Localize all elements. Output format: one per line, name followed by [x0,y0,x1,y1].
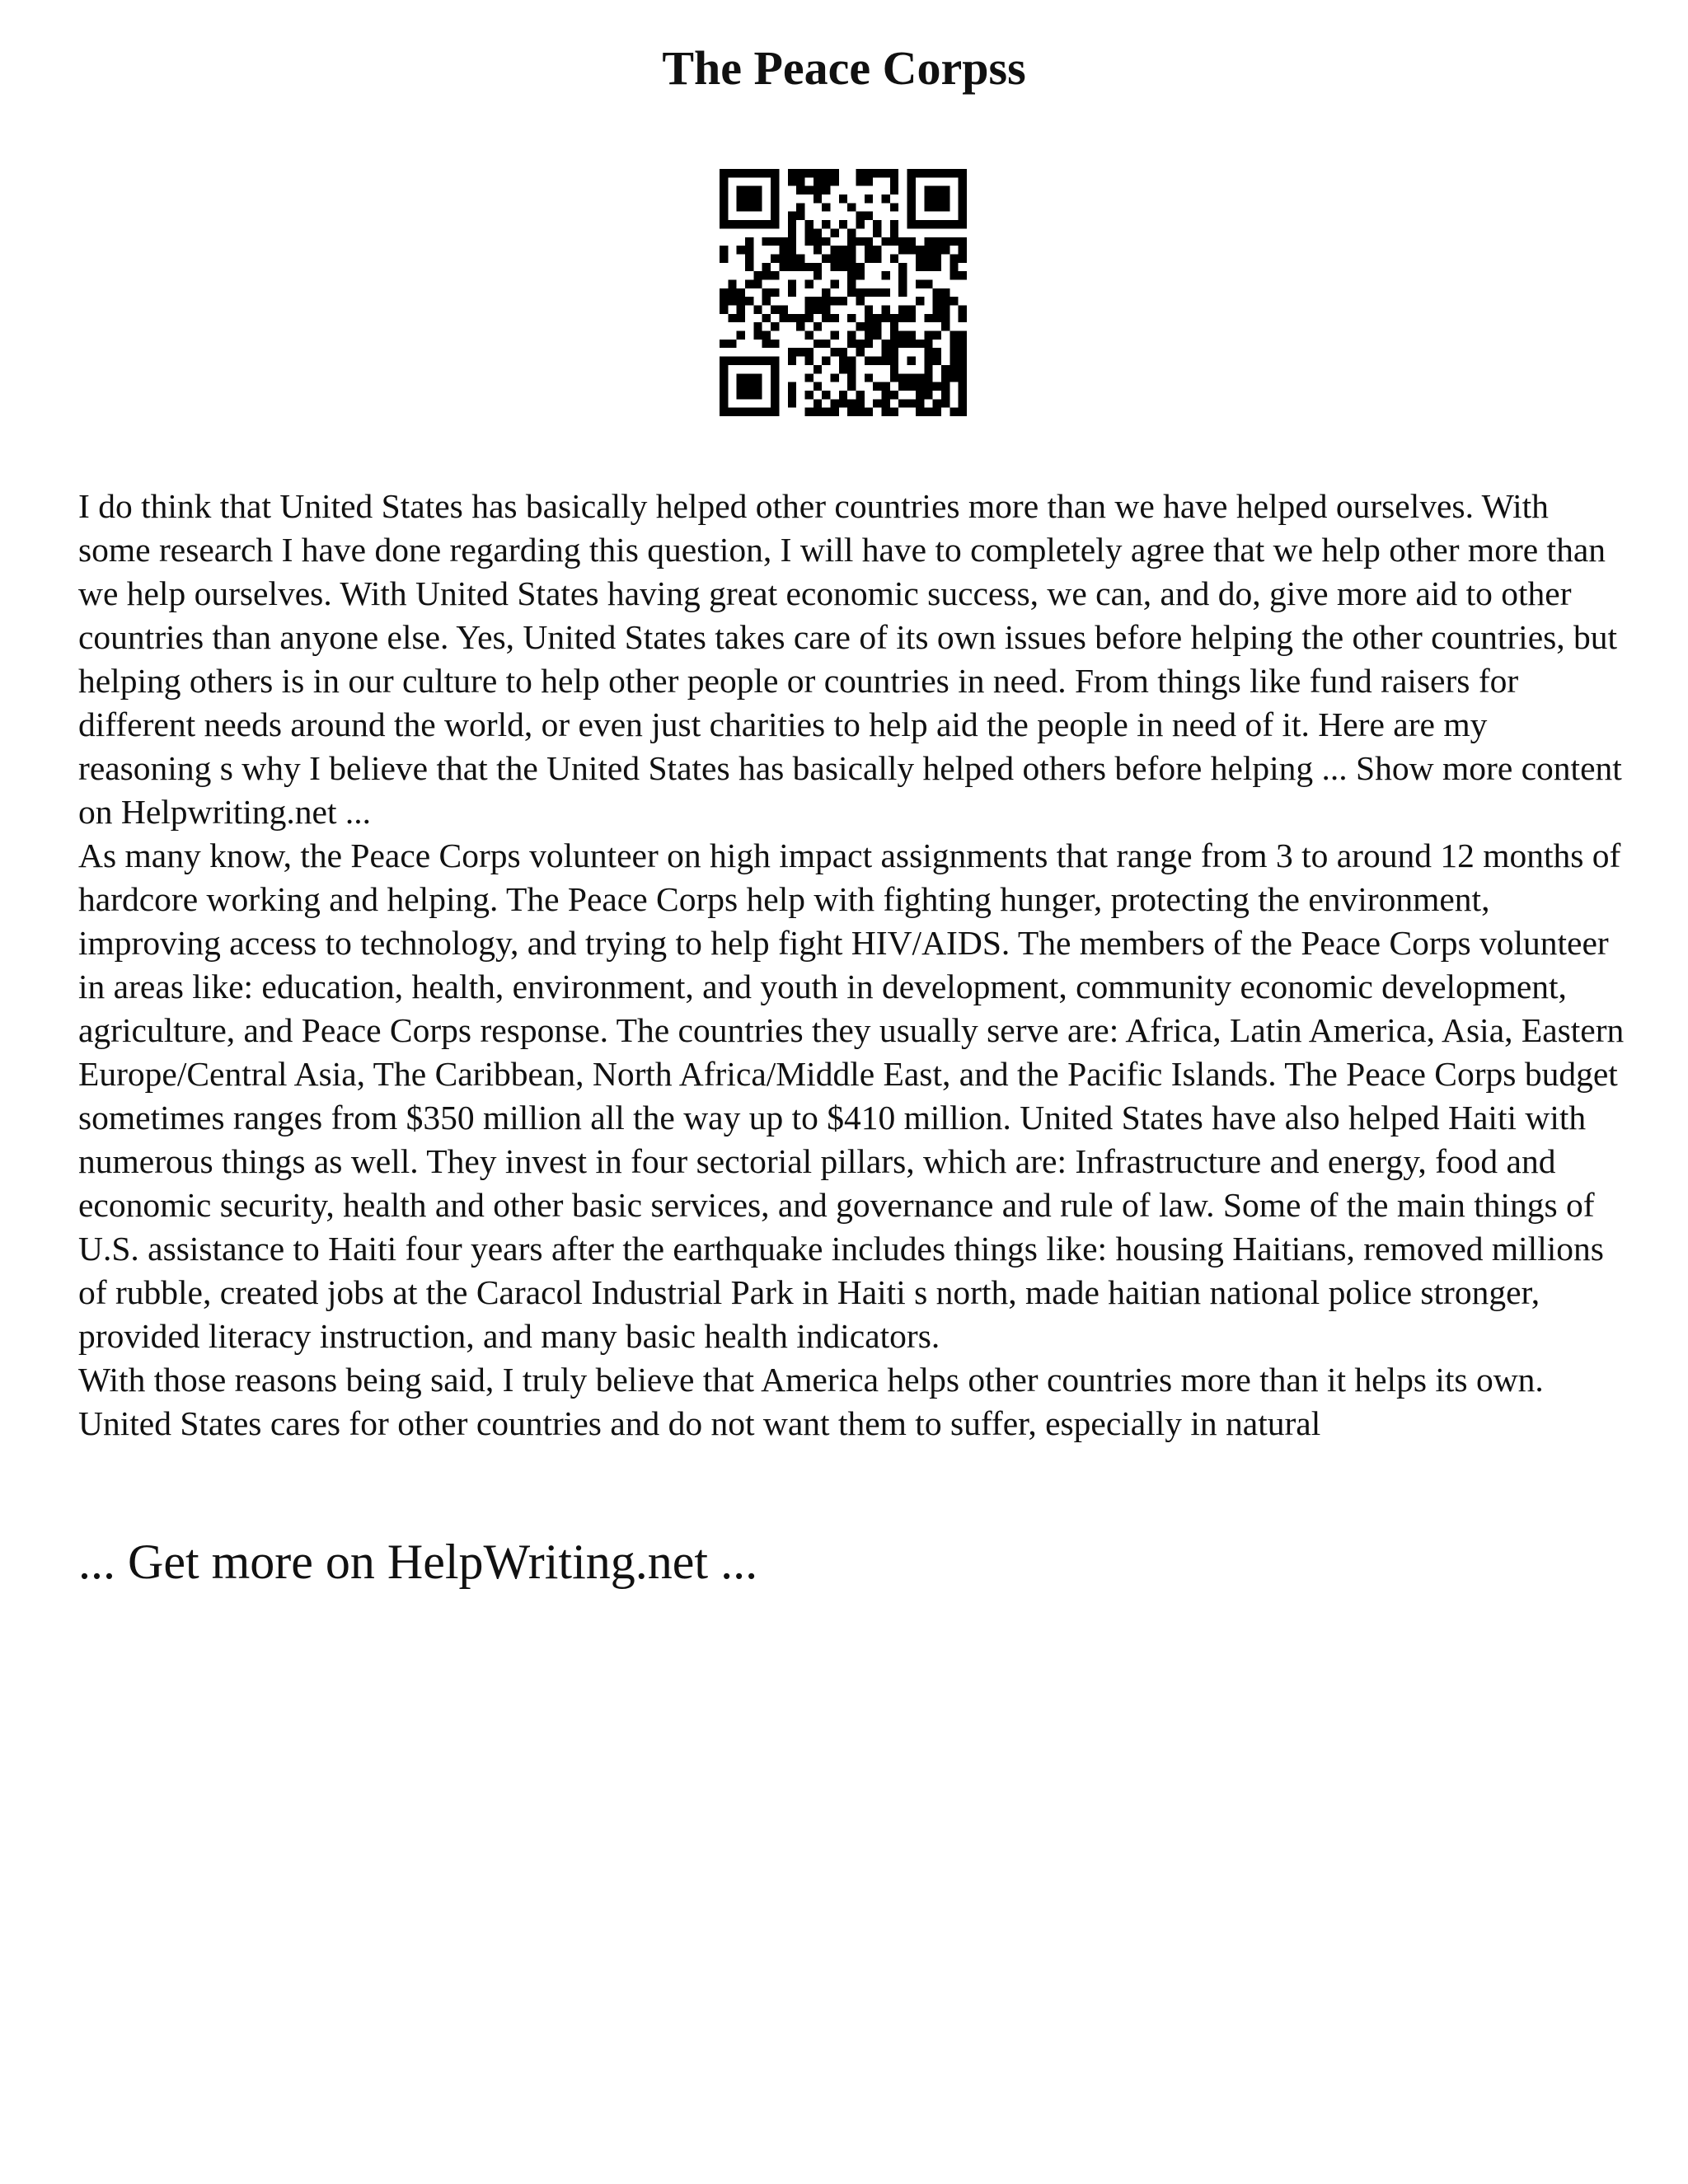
paragraph: As many know, the Peace Corps volunteer on high impact assignments that range from 3 to around 12 months of hardcore working and helping. The Peace Corps help with fighting hunger, protecting the environment, improving access to technology, and trying to help fight HIV/AIDS. The members of the Peace Corps volunteer in areas like: education, health, environment, and youth in development, community economic development, agriculture, and Peace Corps response. The countries they usually serve are: Africa, Latin America, Asia, Eastern Europe/Central Asia, The Caribbean, North Africa/Middle East, and the Pacific Islands. The Peace Corps budget sometimes ranges from $350 million all the way up to $410 million. United States have also helped Haiti with numerous things as well. They invest in four sectorial pillars, which are: Infrastructure and energy, food and economic security, health and other basic services, and governance and rule of law. Some of the main things of U.S. assistance to Haiti four years after the earthquake includes things like: housing Haitians, removed millions of rubble, created jobs at the Caracol Industrial Park in Haiti s north, made haitian national police stronger, provided literacy instruction, and many basic health indicators. [78,837,1625,1355]
body-text [78,485,1628,1446]
document-title: The Peace Corpss [662,41,1026,95]
qr-code-icon [720,169,967,416]
paragraph: With those reasons being said, I truly believe that America helps other countries more than it helps its own. United States cares for other countries and do not want them to suffer, especially in natural [78,1361,1544,1442]
paragraph: I do think that United States has basically helped other countries more than we have helped ourselves. With some research I have done regarding this question, I will have to completely agree that we help other more than we help ourselves. With United States having great economic success, we can, and do, give more aid to other countries than anyone else. Yes, United States takes care of its own issues before helping the other countries, but helping others is in our culture to help other people or countries in need. From things like fund raisers for different needs around the world, or even just charities to help aid the people in need of it. Here are my reasoning s why I believe that the United States has basically helped others before helping ... Show more content on Helpwriting.net ... [78,487,1622,831]
qr-code-graphic [720,169,967,416]
get-more-link[interactable]: ... Get more on HelpWriting.net ... [78,1535,758,1589]
